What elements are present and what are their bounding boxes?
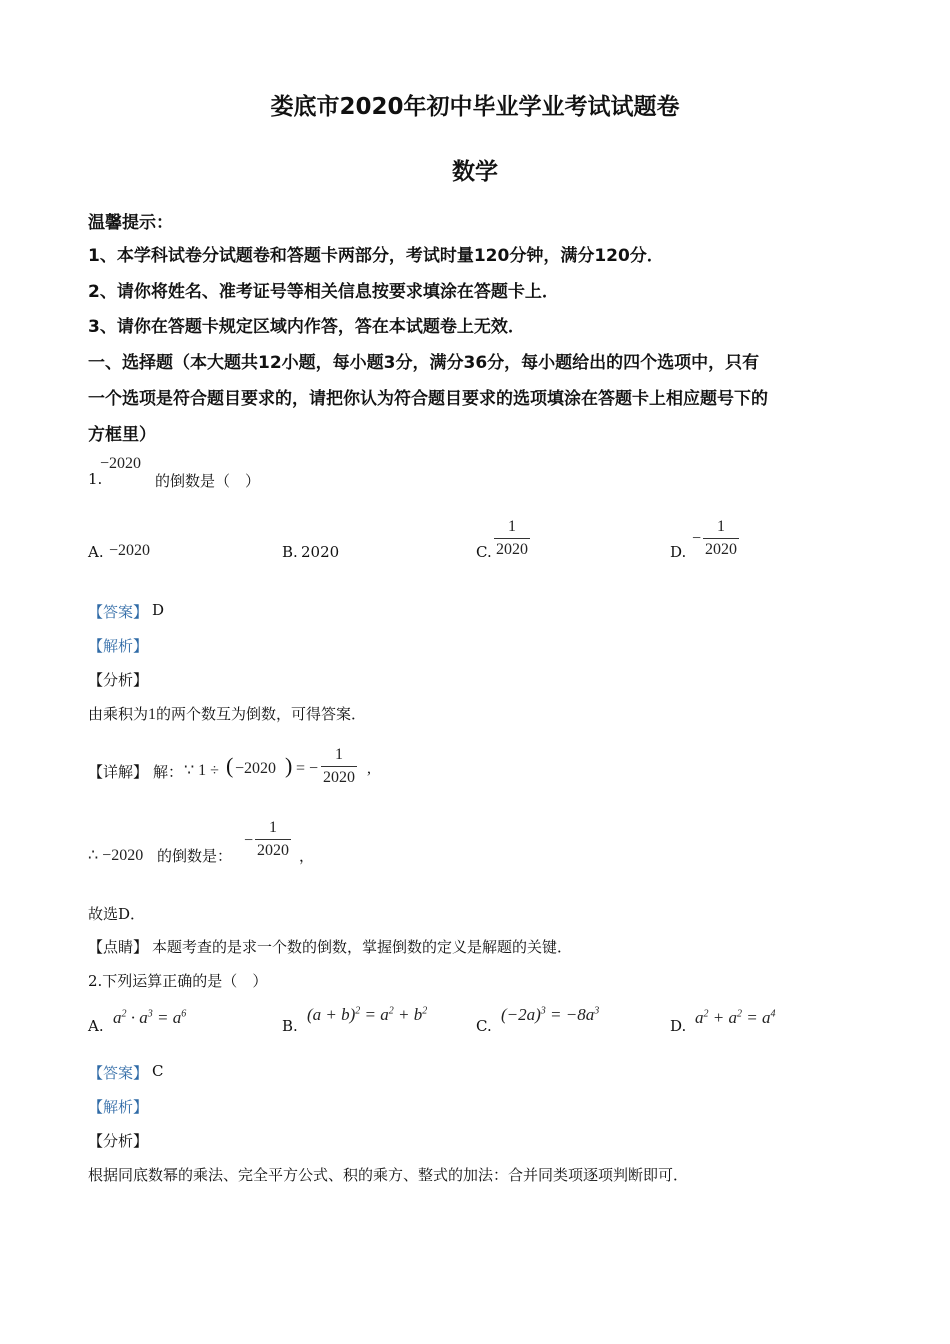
tip-item-2: 2、请你将姓名、准考证号等相关信息按要求填涂在答题卡上．: [88, 282, 559, 302]
fraction-numerator: 1: [508, 518, 516, 535]
fraction-denominator: 2020: [496, 541, 528, 558]
analysis-tag: 【分析】: [88, 1132, 149, 1150]
fraction-denominator: 2020: [323, 769, 355, 786]
detail-prefix: 解：: [153, 763, 184, 781]
option-d-label: D.: [670, 1017, 687, 1035]
section-heading-line-2: 一个选项是符合题目要求的，请把你认为符合题目要求的选项填涂在答题卡上相应题号下的: [88, 389, 768, 409]
option-d-label: D.: [670, 543, 687, 561]
fraction-numerator: 1: [717, 518, 725, 535]
option-c-label: C.: [476, 543, 492, 561]
option-b-label: B.: [282, 543, 298, 561]
analysis-text-start: 由乘积为: [88, 705, 149, 723]
analysis-text: [88, 703, 366, 724]
option-c-fraction: [494, 517, 530, 559]
option-d-formula: $a^2 + a^2 = a^4$: [695, 1008, 776, 1027]
open-paren: (: [226, 753, 234, 778]
question-expression: −2020: [100, 455, 142, 472]
comment-tag: 【点睛】: [88, 938, 149, 956]
subject-title: 数学: [452, 159, 498, 185]
section-heading-line-3: 方框里）: [88, 425, 156, 445]
tips-heading: 温馨提示：: [88, 213, 173, 233]
explanation-tag: 【解析】: [88, 1098, 149, 1116]
close-paren: ): [285, 753, 293, 778]
explanation-tag: 【解析】: [88, 637, 149, 655]
answer-value: C: [152, 1062, 164, 1080]
answer-value: D: [152, 601, 165, 619]
option-a-label: A.: [88, 1017, 104, 1035]
option-a-value: −2020: [109, 542, 151, 559]
answer-tag: 【答案】: [88, 1064, 149, 1082]
tip-item-3: 3、请你在答题卡规定区域内作答，答在本试题卷上无效．: [88, 317, 525, 337]
fraction-denominator: 2020: [705, 541, 737, 558]
question-stem: 2.下列运算正确的是（ ）: [88, 972, 268, 990]
analysis-tag: 【分析】: [88, 671, 149, 689]
question-stem: 的倒数是（ ）: [155, 472, 261, 490]
fraction-numerator: 1: [269, 819, 277, 836]
therefore-text: 的倒数是：: [157, 847, 233, 865]
fraction-denominator: 2020: [257, 842, 289, 859]
detail-expression: ∵ 1 ÷: [184, 762, 219, 779]
detail-equals: = −: [296, 760, 319, 777]
option-a-formula: $a^2 \cdot a^3 = a^6$: [113, 1008, 187, 1027]
therefore-sign: −: [244, 832, 254, 849]
therefore-fraction: [255, 818, 291, 860]
conclusion: 故选D．: [88, 905, 146, 923]
tip-item-1: 1、本学科试卷分试题卷和答题卡两部分，考试时量120分钟，满分120分．: [88, 246, 664, 266]
fraction-bar: [494, 538, 530, 539]
detail-comma: ,: [367, 760, 371, 777]
fraction-numerator: 1: [335, 746, 343, 763]
option-b-value: 2020: [301, 543, 340, 561]
page-title: 娄底市2020年初中毕业学业考试试题卷: [270, 94, 680, 120]
option-d-fraction: [703, 517, 739, 559]
option-d-sign: −: [692, 530, 702, 547]
fraction-bar: [255, 839, 291, 840]
detail-fraction: [321, 745, 357, 787]
comment-text: 本题考查的是求一个数的倒数，掌握倒数的定义是解题的关键．: [152, 938, 573, 956]
option-b-formula: $(a + b)^2 = a^2 + b^2$: [307, 1005, 428, 1024]
fraction-bar: [321, 766, 357, 767]
section-heading-line-1: 一、选择题（本大题共12小题，每小题3分，满分36分，每小题给出的四个选项中，只有: [88, 353, 760, 373]
fraction-bar: [703, 538, 739, 539]
option-a-label: A.: [88, 543, 104, 561]
question-number: 1.: [88, 470, 103, 488]
analysis-number: 1: [148, 706, 157, 723]
therefore-comma: ，: [299, 847, 315, 865]
option-c-formula: $(-2a)^3 = -8a^3$: [501, 1005, 600, 1024]
option-c-label: C.: [476, 1017, 492, 1035]
detail-inner-value: −2020: [235, 760, 277, 777]
answer-tag: 【答案】: [88, 603, 149, 621]
detail-tag: 【详解】: [88, 763, 149, 781]
analysis-text-end: 的两个数互为倒数，可得答案．: [156, 705, 367, 723]
therefore-expression: ∴ −2020: [88, 847, 144, 864]
analysis-text: 根据同底数幂的乘法、完全平方公式、积的乘方、整式的加法：合并同类项逐项判断即可．: [88, 1166, 689, 1184]
option-b-label: B.: [282, 1017, 298, 1035]
